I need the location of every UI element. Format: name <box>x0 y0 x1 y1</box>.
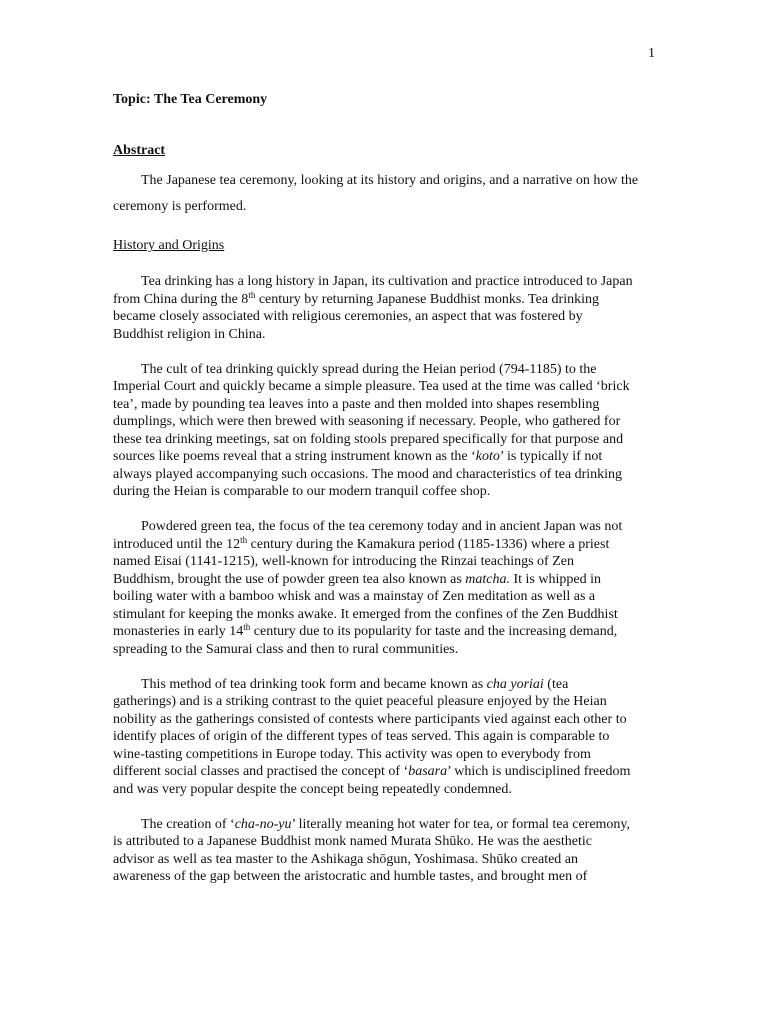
paragraph-4-text-c: ’ which is undisciplined freedom and was very popular despite the concept being repeatedly condemned. <box>113 764 631 797</box>
abstract-text: The Japanese tea ceremony, looking at its history and origins, and a narrative on how the ceremony is performed. <box>113 173 639 214</box>
paragraph-1-text-b: century by returning Japanese Buddhist monks. Tea drinking became closely associated with religious ceremonies, an aspect that was fostered by Buddhist religion in China. <box>113 291 599 342</box>
paragraph-5-text-a: The creation of ‘ <box>141 816 235 832</box>
paragraph-2-text-a: The cult of tea drinking quickly spread during the Heian period (794-1185) to the Imperial Court and quickly became a simple pleasure. Tea used at the time was called ‘brick tea’, made by pounding tea leaves into a paste and then molded into shapes resembling dumplings, which were then brewed with seasoning if necessary. People, who gathered for these tea drinking meetings, sat on folding stools prepared specifically for that purpose and sources like poems reveal that a string instrument known as the ‘ <box>113 361 630 464</box>
topic-title: Topic: The Tea Ceremony <box>113 92 268 107</box>
history-body <box>113 273 633 886</box>
page-number: 1 <box>648 46 655 61</box>
abstract-heading: Abstract <box>113 143 166 158</box>
paragraph-5 <box>113 816 633 886</box>
superscript-th: th <box>240 534 248 545</box>
paragraph-1 <box>113 273 633 343</box>
history-heading: History and Origins <box>113 238 225 253</box>
paragraph-3-text-d: century due to its popularity for taste and the increasing demand, spreading to the Samurai class and then to rural communities. <box>113 624 618 657</box>
term-cha-no-yu: cha-no-yu <box>234 816 292 832</box>
term-basara: basara <box>408 764 448 779</box>
paragraph-3-text-c: It is whipped in boiling water with a bamboo whisk and was a mainstay of Zen meditation as well as a stimulant for keeping the monks awake. It emerged from the confines of the Zen Buddhist monasteries in early 14 <box>113 571 618 639</box>
paragraph-1-text-a: Tea drinking has a long history in Japan, its cultivation and practice introduced to Japan from China during the 8 <box>113 274 633 307</box>
paragraph-4-text-b: (tea gatherings) and is a striking contrast to the quiet peaceful pleasure enjoyed by the Heian nobility as the gatherings consisted of contests where participants vied against each other to identify places of origin of the different types of teas served. This again is comparable to wine-tasting competitions in Europe today. This activity was open to everybody from different social classes and practised the concept of ‘ <box>113 676 627 779</box>
term-matcha: matcha. <box>465 571 510 587</box>
paragraph-3-text-a: Powdered green tea, the focus of the tea ceremony today and in ancient Japan was not introduced until the 12 <box>113 519 623 552</box>
term-cha-yoriai: cha yoriai <box>486 676 544 692</box>
paragraph-2 <box>113 361 633 501</box>
term-koto: koto <box>475 449 500 464</box>
paragraph-3 <box>113 518 633 658</box>
paragraph-3-text-b: century during the Kamakura period (1185-1336) where a priest named Eisai (1141-1215), well-known for introducing the Rinzai teachings of Zen Buddhism, brought the use of powder green tea also known as <box>113 536 610 587</box>
paragraph-5-text-b: ’ literally meaning hot water for tea, or formal tea ceremony, is attributed to a Japanese Buddhist monk named Murata Shūko. He was the aesthetic advisor as well as tea master to the Ashikaga shōgun, Yoshimasa. Shūko created an awareness of the gap between the aristocratic and humble tastes, and brought men of <box>113 816 631 884</box>
paragraph-2-text-b: ’ is typically if not always played accompanying such occasions. The mood and characteristics of tea drinking during the Heian is comparable to our modern tranquil coffee shop. <box>113 449 623 499</box>
superscript-th: th <box>248 289 256 300</box>
superscript-th: th <box>243 622 251 632</box>
paragraph-4 <box>113 676 633 799</box>
paragraph-4-text-a: This method of tea drinking took form and became known as <box>141 676 487 692</box>
